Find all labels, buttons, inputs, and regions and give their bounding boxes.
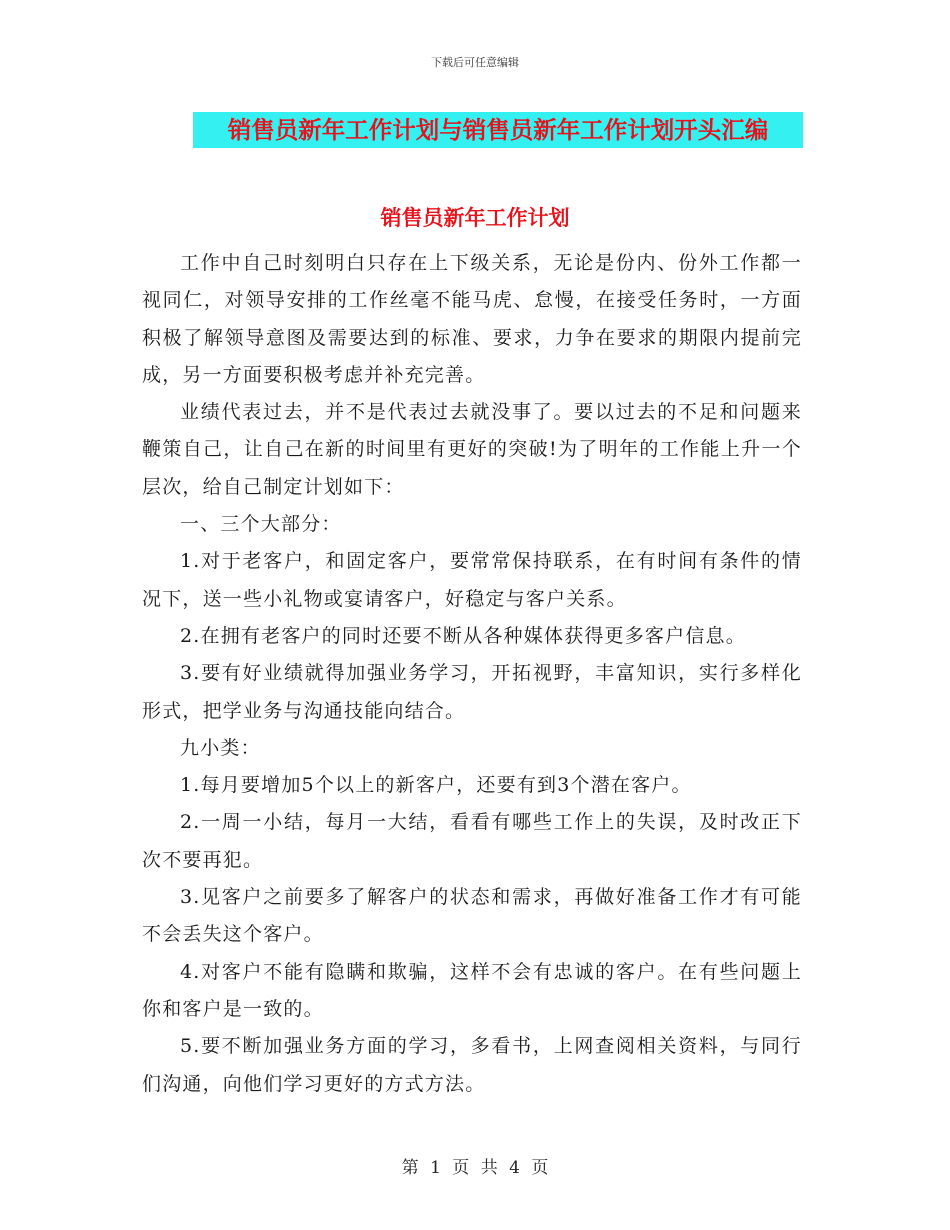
list-item: 4.对客户不能有隐瞒和欺骗，这样不会有忠诚的客户。在有些问题上你和客户是一致的。 [142,960,802,1020]
list-heading: 一、三个大部分： [180,513,342,536]
list-heading: 九小类： [180,736,261,759]
section-title: 销售员新年工作计划 [380,206,570,230]
list-item: 1.每月要增加5个以上的新客户，还要有到3个潜在客户。 [180,774,692,797]
list-item: 2.在拥有老客户的同时还要不断从各种媒体获得更多客户信息。 [180,624,746,647]
main-title: 销售员新年工作计划与销售员新年工作计划开头汇编 [227,116,769,144]
paragraph: 工作中自己时刻明白只存在上下级关系，无论是份内、份外工作都一视同仁，对领导安排的工作丝毫不能马虎、怠慢，在接受任务时，一方面积极了解领导意图及需要达到的标准、要求，力争在要求的期限内提前完成，另一方面要积极考虑并补充完善。 [142,252,802,386]
list-item: 3.要有好业绩就得加强业务学习，开拓视野，丰富知识，实行多样化形式，把学业务与沟通技能向结合。 [142,662,802,722]
list-item: 5.要不断加强业务方面的学习，多看书，上网查阅相关资料，与同行们沟通，向他们学习更好的方式方法。 [142,1035,802,1095]
page-header-note: 下载后可任意编辑 [431,56,519,69]
list-item: 3.见客户之前要多了解客户的状态和需求，再做好准备工作才有可能不会丢失这个客户。 [142,886,802,946]
list-item: 2.一周一小结，每月一大结，看看有哪些工作上的失误，及时改正下次不要再犯。 [142,811,802,871]
page-number-footer: 第 1 页 共 4 页 [401,1158,549,1178]
paragraph: 业绩代表过去，并不是代表过去就没事了。要以过去的不足和问题来鞭策自己，让自己在新的时间里有更好的突破!为了明年的工作能上升一个层次，给自己制定计划如下： [142,401,802,498]
list-item: 1.对于老客户，和固定客户，要常常保持联系，在有时间有条件的情况下，送一些小礼物或宴请客户，好稳定与客户关系。 [142,550,802,610]
document-body [142,245,802,1103]
main-title-highlight [193,112,803,148]
